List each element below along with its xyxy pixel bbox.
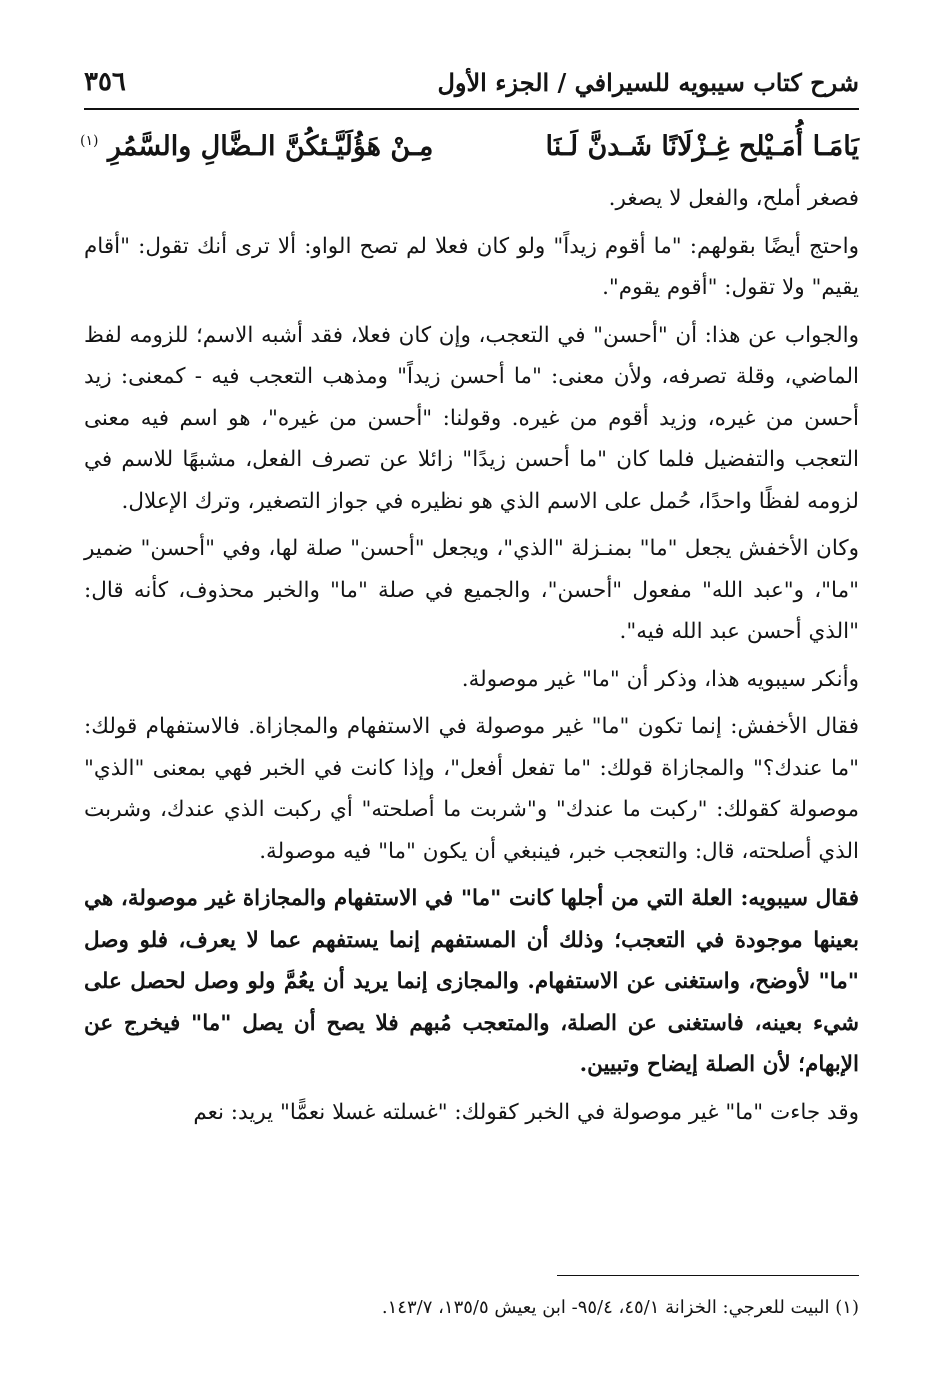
running-header bbox=[84, 62, 859, 102]
footnote-divider bbox=[557, 1275, 859, 1276]
body-text bbox=[84, 178, 859, 1139]
verse-second-hemistich bbox=[80, 131, 433, 162]
verse-second-hemistich-text: مِـنْ هَؤُلَيَّـئكُنَّ الـضَّالِ والسَّمُرِ bbox=[107, 130, 434, 162]
poetry-verse bbox=[80, 118, 859, 174]
footnote: (١) البيت للعرجي: الخزانة ٤٥/١، ٩٥/٤- ابن يعيش ١٣٥/٥، ١٤٣/٧. bbox=[381, 1297, 859, 1318]
page-number: ٣٥٦ bbox=[84, 67, 126, 97]
paragraph: وقد جاءت "ما" غير موصولة في الخبر كقولك: "غسلته غسلا نعمًّا" يريد: نعم bbox=[193, 1099, 859, 1125]
book-title: شرح كتاب سيبويه للسيرافي / الجزء الأول bbox=[437, 67, 859, 97]
paragraph: فصغر أملح، والفعل لا يصغر. bbox=[608, 186, 859, 211]
paragraph: وكان الأخفش يجعل "ما" بمنـزلة "الذي"، ويجعل "أحسن" صلة لها، وفي "أحسن" ضمير "ما"، و"عبد الله" مفعول "أحسن"، والجميع في صلة "ما" والخبر محذوف، كأنه قال: "الذي أحسن عبد الله فيه". bbox=[84, 536, 859, 644]
footnote-marker: (١) bbox=[80, 132, 99, 149]
verse-first-hemistich: يَامَـا أُمَـيْلح غِـزْلَانًا شَـدنَّ لَـنَا bbox=[545, 130, 859, 162]
header-divider bbox=[84, 108, 859, 110]
paragraph: والجواب عن هذا: أن "أحسن" في التعجب، وإن كان فعلا، فقد أشبه الاسم؛ للزومه لفظ الماضي، وقلة تصرفه، ولأن معنى: "ما أحسن زيداً" ومذهب التعجب فيه - كمعنى: زيد أحسن من غيره، وزيد أقوم من غيره. وقولنا: "أحسن من غيره"، هو اسم فيه معنى التعجب والتفضيل فلما كان "ما أحسن زيدًا" زائلا عن تصرف الفعل، مشبهًا للاسم في لزومه لفظًا واحدًا، حُمل على الاسم الذي هو نظيره في جواز التصغير، وترك الإعلال. bbox=[84, 322, 859, 514]
paragraph: فقال الأخفش: إنما تكون "ما" غير موصولة في الاستفهام والمجازاة. فالاستفهام قولك: "ما عندك؟" والمجازاة قولك: "ما تفعل أفعل"، وإذا كانت في الخبر فهي بمعنى "الذي" موصولة كقولك: "ركبت ما عندك" و"شربت ما أصلحته" أي ركبت الذي عندك، وشربت الذي أصلحته، قال: والتعجب خبر، فينبغي أن يكون "ما" فيه موصولة. bbox=[84, 714, 859, 864]
sibawayh-quotation: فقال سيبويه: العلة التي من أجلها كانت "ما" في الاستفهام والمجازاة غير موصولة، هي بعينها موجودة في التعجب؛ وذلك أن المستفهم إنما يستفهم عما لا يعرف، فلو وصل "ما" لأوضح، واستغنى عن الاستفهام. والمجازى إنما يريد أن يعُمَّ ولو وصل لحصل على شيء بعينه، فاستغنى عن الصلة، والمتعجب مُبهم فلا يصح أن يصل "ما" فيخرج عن الإبهام؛ لأن الصلة إيضاح وتبيين. bbox=[84, 886, 859, 1077]
paragraph: واحتج أيضًا بقولهم: "ما أقوم زيداً" ولو كان فعلا لم تصح الواو: ألا ترى أنك تقول: "أقام يقيم" ولا تقول: "أقوم يقوم". bbox=[84, 233, 859, 300]
paragraph: وأنكر سيبويه هذا، وذكر أن "ما" غير موصولة. bbox=[461, 666, 859, 692]
